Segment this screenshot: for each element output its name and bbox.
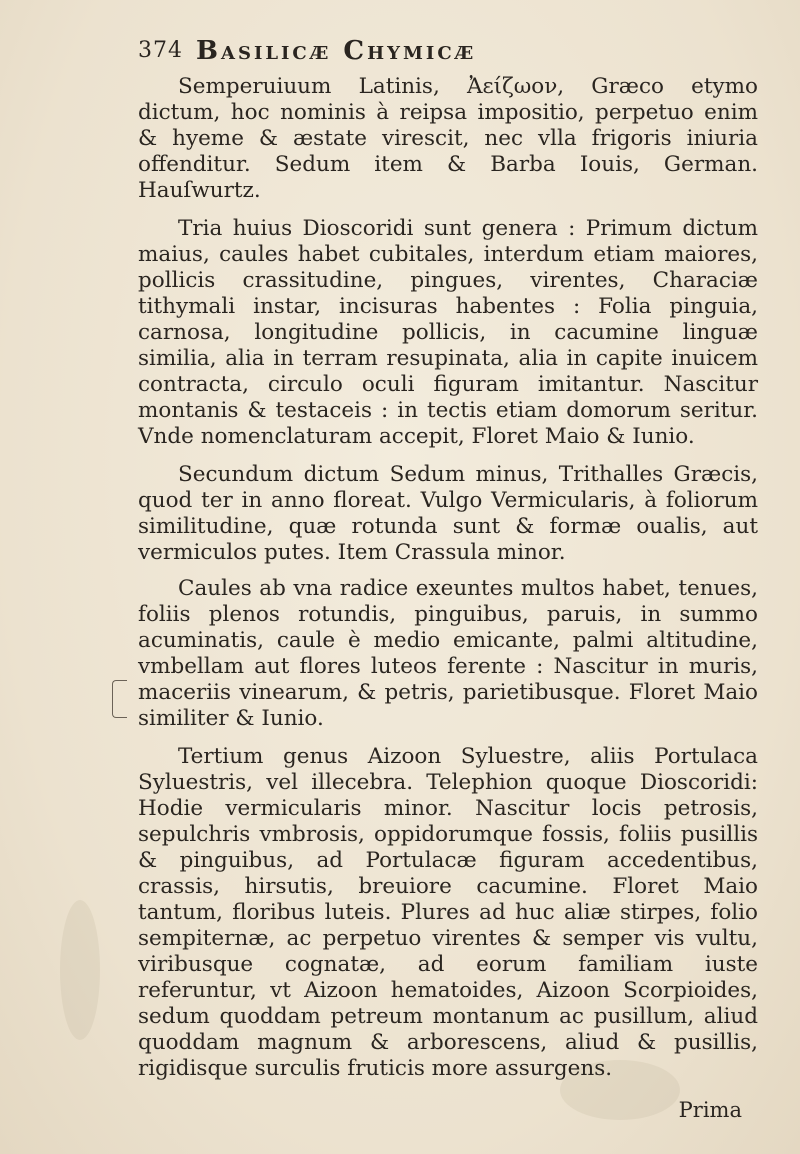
paragraph-secundum-genus: Secundum dictum Sedum minus, Trithalles Græcis, quod ter in anno floreat. Vulgo Vermicularis, à foliorum similitudine, quæ rotunda sunt & formæ oualis, aut vermiculos putes. Item Crassula minor.: [138, 462, 758, 565]
paragraph-caules: Caules ab vna radice exeuntes multos habet, tenues, foliis plenos rotundis, pinguibus, paruis, in summo acuminatis, caule è medio emicante, palmi altitudine, vmbellam aut flores luteos ferente : Nascitur in muris, maceriis vinearum, & petris, parietibusque. Floret Maio similiter & Iunio.: [138, 576, 758, 731]
paragraph-primum-genus: Tria huius Dioscoridi sunt genera : Primum dictum maius, caules habet cubitales, interdum etiam maiores, pollicis crassitudine, pingues, virentes, Characiæ tithymali instar, incisuras habentes : Folia pinguia, carnosa, longitudine pollicis, in cacumine linguæ similia, alia in terram resupinata, alia in capite inuicem contracta, circulo oculi figuram imitantur. Nascitur montanis & testaceis : in tectis etiam domorum seritur. Vnde nomenclaturam accepit, Floret Maio & Iunio.: [138, 216, 758, 449]
margin-bracket-mark: [112, 680, 127, 718]
paragraph-semperuiuum: Semperuiuum Latinis, Ἀείζωον, Græco etymo dictum, hoc nominis à reipsa impositio, perpetuo enim & hyeme & æstate virescit, nec vlla frigoris iniuria offenditur. Sedum item & Barba Iouis, German. Hauſwurtz.: [138, 74, 758, 203]
body-text: [138, 74, 758, 1094]
catchword: Prima: [678, 1098, 742, 1122]
page-number: 374: [138, 38, 183, 63]
paper-stain: [60, 900, 100, 1040]
running-title: Basilicæ Chymicæ: [196, 36, 477, 66]
paragraph-tertium-genus: Tertium genus Aizoon Syluestre, aliis Portulaca Syluestris, vel illecebra. Telephion quoque Dioscoridi: Hodie vermicularis minor. Nascitur locis petrosis, sepulchris vmbrosis, oppidorumque fossis, foliis pusillis & pinguibus, ad Portulacæ figuram accedentibus, crassis, hirsutis, breuiore cacumine. Floret Maio tantum, floribus luteis. Plures ad huc aliæ stirpes, folio sempiternæ, ac perpetuo virentes & semper vis vultu, viribusque cognatæ, ad eorum familiam iuste referuntur, vt Aizoon hematoides, Aizoon Scorpioides, sedum quoddam petreum montanum ac pusillum, aliud quoddam magnum & arborescens, aliud & pusillis, rigidisque surculis fruticis more assurgens.: [138, 744, 758, 1081]
running-header: [138, 34, 698, 74]
